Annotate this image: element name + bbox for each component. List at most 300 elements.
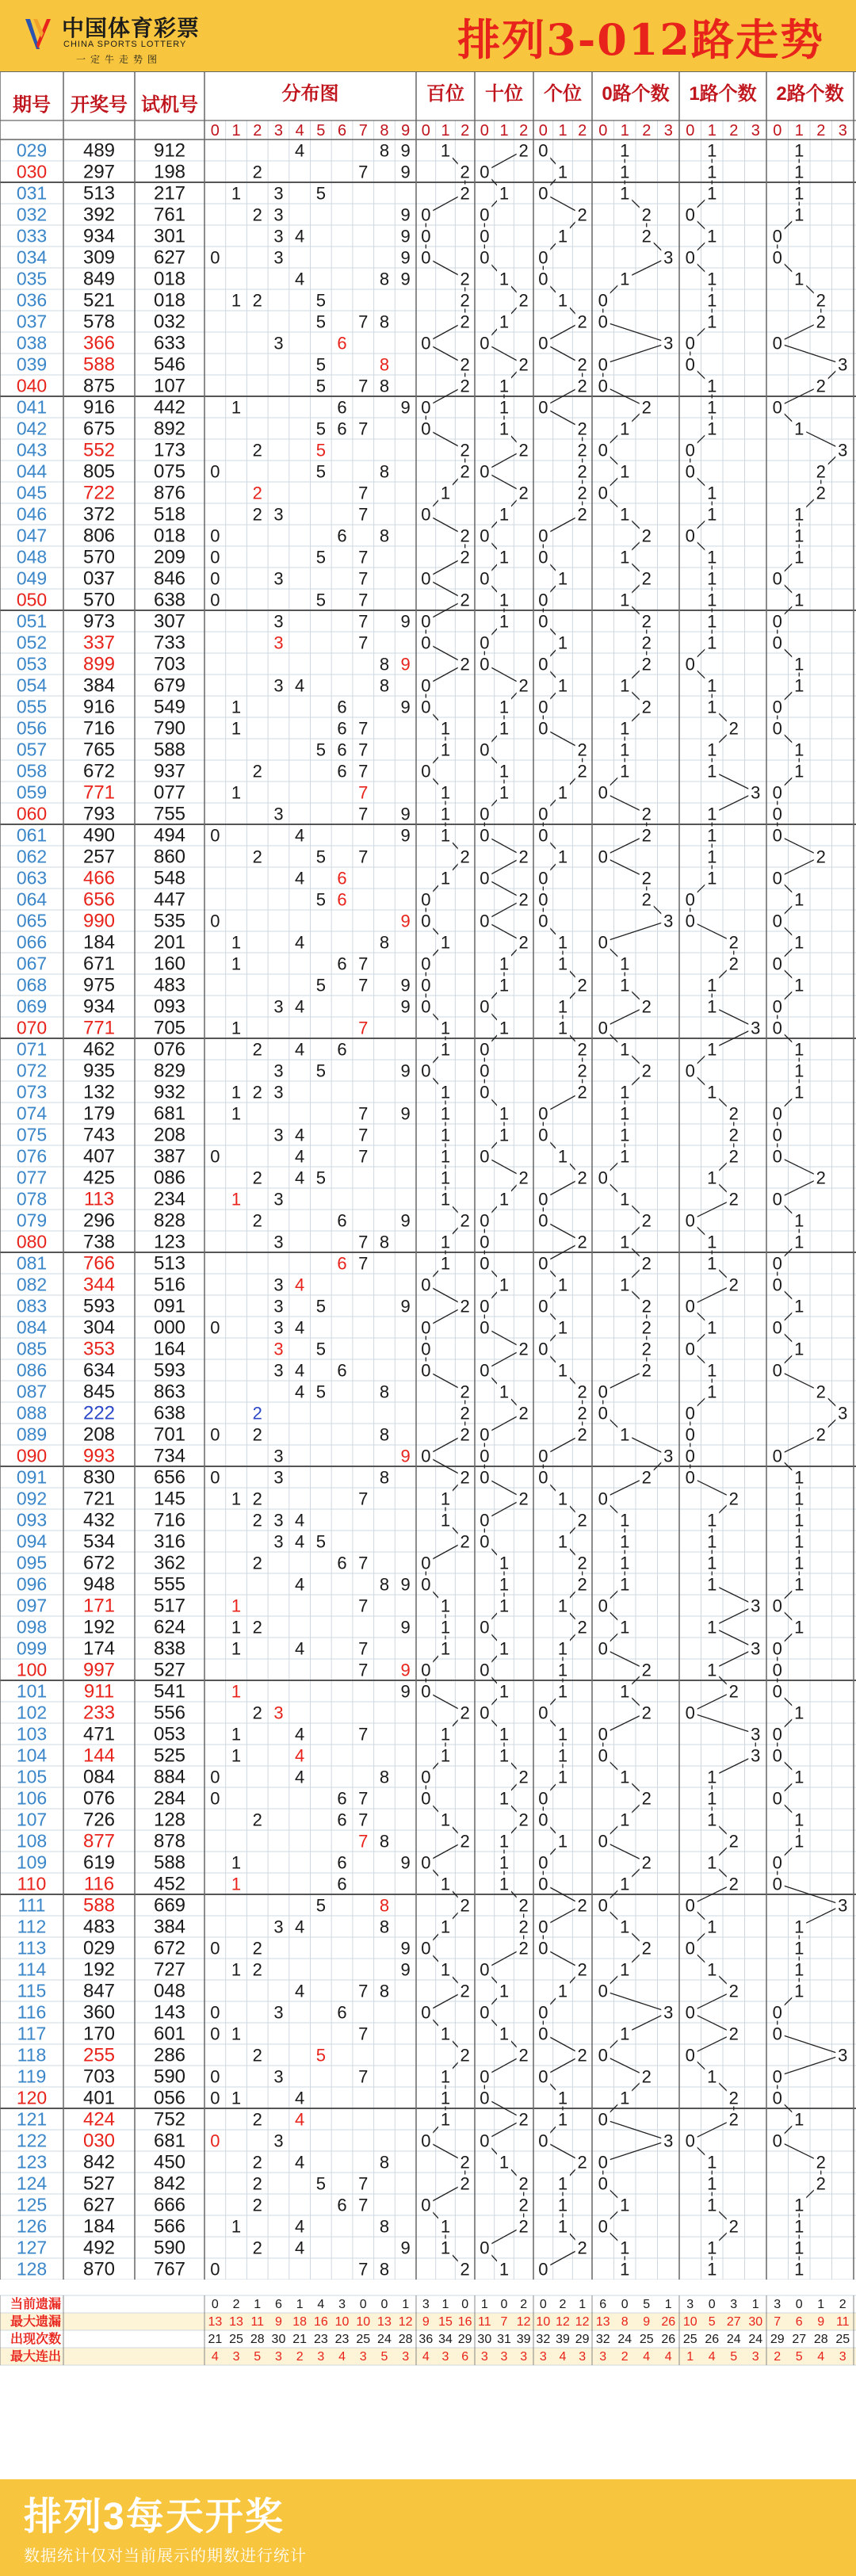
dist-mark: 6 [337,1210,347,1231]
dist-mark: 4 [295,269,305,289]
period-cell: 037 [16,311,48,332]
route-mark: 0 [480,740,490,760]
route-mark: 0 [480,1446,490,1466]
stat-value: 3 [520,2350,528,2364]
period-cell: 035 [16,268,48,289]
route-mark: 2 [460,1981,470,2001]
draw-number-cell: 208 [82,1424,116,1446]
route-mark: 0 [421,226,431,247]
route-mark: 1 [557,2195,568,2215]
stat-label: 最大连出 [10,2350,62,2364]
count-mark: 0 [772,2024,782,2044]
dist-mark: 2 [252,2173,262,2194]
period-cell: 070 [16,1017,48,1038]
dist-mark: 4 [295,1125,305,1145]
dist-mark: 7 [358,1018,369,1038]
draw-number-cell: 847 [82,1980,116,2002]
route-mark: 0 [538,2066,548,2087]
draw-number-cell: 424 [82,2108,116,2131]
draw-number-cell: 076 [82,1787,116,1810]
route-mark: 1 [557,568,568,589]
dist-digit-header: 2 [253,122,262,140]
period-cell: 053 [16,653,48,675]
dist-mark: 3 [273,1339,284,1359]
route-mark: 0 [480,1317,490,1338]
dist-mark: 2 [252,2238,262,2258]
dist-mark: 0 [210,2024,220,2044]
count-mark: 0 [685,1703,695,1723]
stat-value: 10 [356,2315,371,2329]
stat-value: 10 [682,2315,697,2329]
route-mark: 1 [499,1788,510,1809]
stat-value: 24 [617,2333,632,2346]
count-mark: 1 [620,2259,630,2280]
route-mark: 1 [499,1852,510,1873]
route-mark: 1 [557,1724,568,1745]
count-mark: 2 [728,1275,739,1295]
route-mark: 1 [557,847,568,867]
count-mark: 2 [641,697,652,717]
route-mark: 2 [518,1895,529,1916]
count-mark: 1 [794,2238,804,2258]
route-mark: 1 [499,547,510,568]
count-mark: 2 [728,2088,739,2108]
count-mark: 1 [794,2259,804,2280]
dist-mark: 2 [252,2195,262,2215]
period-cell: 105 [16,1766,48,1787]
trial-number-cell: 447 [153,889,186,911]
stat-value: 21 [292,2333,308,2346]
dist-mark: 0 [210,1146,220,1167]
brand-subtitle: 一定牛走势图 [76,54,162,65]
count-mark: 0 [772,1360,782,1381]
stat-value: 3 [500,2350,508,2364]
dist-mark: 7 [358,1103,369,1124]
draw-number-cell: 935 [82,1060,116,1082]
dist-mark: 2 [252,204,262,225]
dist-mark: 4 [295,1724,305,1745]
route-mark: 1 [440,1253,451,1274]
route-mark: 1 [440,1146,451,1167]
stat-value: 5 [795,2350,803,2364]
route-mark: 0 [538,2131,548,2151]
count-mark: 1 [620,1917,630,1937]
trial-number-cell: 716 [153,1509,186,1531]
stat-value: 25 [835,2333,850,2346]
route-mark: 0 [480,2088,490,2108]
count-mark: 1 [707,1574,717,1595]
dist-mark: 6 [337,1788,347,1809]
route-mark: 0 [538,1296,548,1317]
dist-mark: 7 [358,590,369,610]
count-mark: 1 [707,1531,717,1552]
route-mark: 2 [518,1917,529,1937]
stat-value: 18 [292,2315,308,2329]
count-mark: 3 [663,247,674,268]
trial-number-cell: 387 [153,1145,186,1168]
period-cell: 084 [16,1317,48,1338]
count-mark: 2 [641,804,652,824]
dist-mark: 0 [210,2066,220,2087]
period-cell: 101 [16,1680,48,1702]
period-cell: 060 [16,803,48,824]
count-mark: 0 [598,483,608,503]
col-header-route2: 2路个数 [776,83,844,105]
stat-value: 3 [480,2350,488,2364]
dist-digit-header: 9 [401,122,411,140]
route-mark: 1 [440,1638,451,1659]
count-mark: 2 [641,1339,652,1359]
count-mark: 1 [707,697,717,717]
dist-mark: 8 [379,269,390,289]
count-mark: 1 [707,1317,717,1338]
count-mark: 2 [728,1146,739,1167]
route-mark: 1 [499,1681,510,1702]
trial-number-cell: 681 [153,1103,186,1125]
route-mark: 0 [538,1852,548,1873]
route-mark: 1 [499,1189,510,1210]
route-mark: 0 [538,590,548,610]
dist-digit-header: 0 [210,122,220,140]
route-mark: 1 [499,183,510,204]
count-mark: 3 [838,440,848,461]
route-mark: 1 [499,311,510,332]
route-mark: 2 [577,504,587,525]
route-mark: 2 [577,461,587,482]
stat-value: 4 [559,2350,567,2364]
dist-mark: 8 [379,1232,390,1252]
trial-number-cell: 077 [153,782,186,804]
dist-mark: 9 [400,2238,411,2258]
count-mark: 0 [685,1895,695,1916]
stat-value: 30 [477,2333,492,2346]
route-mark: 2 [518,290,529,311]
draw-number-cell: 934 [82,225,116,247]
stat-value: 27 [726,2315,741,2329]
period-cell: 127 [16,2237,48,2258]
stat-value: 30 [748,2315,763,2329]
dist-mark: 9 [400,1210,411,1231]
dist-mark: 7 [358,611,369,632]
route-mark: 0 [421,1788,431,1809]
route-mark: 2 [460,2259,470,2280]
draw-number-cell: 372 [82,503,116,526]
dist-mark: 7 [358,2259,369,2280]
dist-mark: 3 [273,1703,284,1723]
route-mark: 0 [538,1253,548,1274]
count-mark: 1 [707,1767,717,1787]
draw-number-cell: 184 [82,931,116,954]
route-mark: 1 [440,2109,451,2130]
draw-number-cell: 401 [82,2087,116,2109]
count-mark: 0 [772,954,782,974]
stat-value: 24 [726,2333,741,2346]
stat-value: 25 [229,2333,243,2346]
count-mark: 0 [772,868,782,889]
route-mark: 2 [518,2173,529,2194]
dist-mark: 9 [400,654,411,675]
route-mark: 1 [557,2109,568,2130]
draw-number-cell: 570 [82,546,116,568]
period-cell: 086 [16,1359,48,1381]
route-mark: 0 [421,397,431,418]
route-mark: 0 [421,1553,431,1573]
dist-mark: 4 [295,140,305,161]
stat-value: 3 [441,2350,449,2364]
dist-mark: 9 [400,611,411,632]
count-mark: 2 [816,376,826,396]
dist-mark: 4 [295,868,305,889]
dist-mark: 7 [358,1146,369,1167]
dist-mark: 0 [210,911,220,931]
dist-mark: 4 [295,2109,305,2130]
draw-number-cell: 634 [82,1359,116,1382]
trial-number-cell: 681 [153,2130,186,2152]
route-mark: 1 [557,996,568,1017]
dist-mark: 2 [252,504,262,525]
dist-mark: 1 [231,2024,242,2044]
route-mark: 1 [557,954,568,974]
period-cell: 043 [16,439,48,461]
count-mark: 1 [707,140,717,161]
period-cell: 080 [16,1231,48,1252]
period-cell: 117 [17,2023,47,2044]
count-mark: 0 [598,847,608,867]
dist-mark: 0 [210,590,220,610]
count-mark: 0 [772,2002,782,2023]
trend-chart [0,71,856,2479]
dist-mark: 4 [295,1382,305,1402]
count-mark: 3 [838,2045,848,2066]
route-mark: 2 [460,1210,470,1231]
dist-mark: 5 [315,354,326,375]
count-digit-header: 1 [794,122,804,140]
route-mark: 1 [499,269,510,289]
route-mark: 1 [440,1125,451,1145]
draw-number-cell: 360 [82,2001,116,2024]
count-mark: 1 [794,183,804,204]
route-mark: 1 [499,419,510,439]
stat-value: 26 [661,2333,676,2346]
dist-mark: 5 [315,440,326,461]
draw-number-cell: 911 [83,1680,115,1703]
route-mark: 0 [538,1125,548,1145]
count-mark: 3 [663,333,674,354]
stat-value: 39 [556,2333,570,2346]
dist-mark: 5 [315,740,326,760]
period-cell: 103 [16,1723,48,1745]
stat-value: 9 [422,2315,430,2329]
route-mark: 1 [557,782,568,803]
dist-mark: 6 [337,740,347,760]
stat-value: 28 [398,2333,413,2346]
route-mark: 2 [460,376,470,396]
route-mark: 0 [421,889,431,910]
route-mark: 1 [499,2152,510,2173]
route-mark: 0 [480,804,490,824]
count-mark: 1 [620,1275,630,1295]
route-mark: 2 [460,547,470,568]
dist-mark: 0 [210,2259,220,2280]
count-mark: 0 [598,376,608,396]
route-mark: 2 [460,654,470,675]
trial-number-cell: 173 [153,439,186,461]
count-mark: 2 [728,932,739,953]
trial-number-cell: 669 [153,1894,186,1917]
dist-mark: 4 [295,1168,305,1188]
route-mark: 1 [557,1660,568,1680]
route-mark: 2 [460,162,470,182]
draw-number-cell: 588 [82,1894,116,1917]
count-mark: 0 [772,1638,782,1659]
period-cell: 092 [16,1488,48,1509]
route-mark: 2 [460,2152,470,2173]
count-mark: 0 [772,247,782,268]
stat-value: 3 [274,2350,282,2364]
dist-mark: 5 [315,1296,326,1317]
count-mark: 0 [598,1895,608,1916]
period-cell: 108 [16,1830,48,1852]
route-mark: 0 [421,568,431,589]
dist-mark: 7 [358,376,369,396]
stat-value: 16 [313,2315,328,2329]
stat-value: 1 [296,2298,304,2311]
route-mark: 0 [538,1467,548,1488]
col-header-period: 期号 [13,94,51,116]
period-cell: 066 [16,931,48,953]
count-mark: 1 [794,1959,804,1980]
dist-mark: 4 [295,2088,305,2108]
count-mark: 0 [685,889,695,910]
count-mark: 1 [794,1617,804,1638]
period-cell: 054 [16,675,48,696]
stat-value: 2 [559,2298,567,2311]
draw-number-cell: 344 [82,1274,116,1296]
count-mark: 1 [707,1810,717,1830]
route-mark: 2 [577,354,587,375]
count-mark: 1 [620,1146,630,1167]
footer-headline: 排列3每天开奖 [24,2496,285,2538]
trial-number-cell: 123 [153,1231,186,1253]
dist-mark: 4 [295,2216,305,2237]
count-mark: 0 [772,333,782,354]
route-mark: 0 [421,1061,431,1081]
dist-mark: 7 [358,311,369,332]
count-mark: 3 [663,2002,674,2023]
count-mark: 1 [794,1232,804,1252]
period-cell: 072 [16,1060,48,1081]
route-digit-header: 2 [519,122,529,140]
dist-mark: 7 [358,740,369,760]
count-mark: 0 [772,1103,782,1124]
period-cell: 122 [16,2130,48,2151]
period-cell: 049 [16,568,48,589]
dist-mark: 4 [295,1638,305,1659]
route-mark: 0 [421,333,431,354]
stat-value: 1 [751,2298,759,2311]
route-mark: 2 [460,1424,470,1445]
period-cell: 104 [16,1745,48,1766]
count-mark: 1 [707,804,717,824]
dist-mark: 5 [315,1339,326,1359]
count-mark: 1 [794,654,804,675]
dist-mark: 8 [379,461,390,482]
draw-number-cell: 233 [82,1702,116,1724]
trial-number-cell: 829 [153,1060,186,1082]
draw-number-cell: 703 [82,2066,116,2088]
stat-value: 1 [254,2298,262,2311]
count-mark: 2 [641,204,652,225]
draw-number-cell: 990 [82,910,116,932]
draw-number-cell: 490 [82,824,116,847]
dist-mark: 9 [400,269,411,289]
trial-number-cell: 053 [153,1723,186,1745]
route-mark: 1 [440,825,451,846]
route-mark: 0 [421,1767,431,1787]
stat-value: 3 [539,2350,547,2364]
dist-mark: 7 [358,1660,369,1680]
count-mark: 1 [794,1810,804,1830]
route-mark: 1 [557,1745,568,1766]
dist-mark: 6 [337,1039,347,1060]
dist-mark: 9 [400,140,411,161]
route-mark: 1 [440,1874,451,1894]
count-mark: 0 [685,1467,695,1488]
trial-number-cell: 198 [153,161,186,183]
count-mark: 0 [772,568,782,589]
dist-mark: 8 [379,2152,390,2173]
count-digit-header: 2 [729,122,739,140]
dist-mark: 0 [210,1788,220,1809]
route-mark: 2 [460,1895,470,1916]
count-mark: 0 [772,633,782,653]
draw-number-cell: 875 [82,375,116,397]
route-mark: 1 [557,1596,568,1616]
period-cell: 051 [16,610,48,632]
route-mark: 0 [421,1660,431,1680]
route-mark: 2 [577,1959,587,1980]
route-mark: 1 [440,1617,451,1638]
draw-number-cell: 672 [82,760,116,782]
dist-mark: 9 [400,1574,411,1595]
dist-mark: 7 [358,1125,369,1145]
count-mark: 1 [794,675,804,696]
count-mark: 0 [772,996,782,1017]
draw-number-cell: 392 [82,204,116,226]
route-mark: 0 [421,611,431,632]
stat-value: 6 [795,2315,803,2329]
route-mark: 2 [518,1168,529,1188]
route-mark: 1 [499,697,510,717]
count-mark: 2 [728,1189,739,1210]
dist-mark: 5 [315,376,326,396]
draw-number-cell: 738 [82,1231,116,1253]
route-mark: 0 [480,1660,490,1680]
dist-mark: 1 [231,183,242,204]
route-mark: 1 [499,761,510,782]
count-mark: 0 [598,2045,608,2066]
dist-mark: 3 [273,1082,284,1103]
trial-number-cell: 516 [153,1274,186,1296]
trial-number-cell: 863 [153,1381,186,1403]
count-digit-header: 2 [642,122,652,140]
draw-number-cell: 527 [82,2173,116,2195]
route-mark: 2 [460,2173,470,2194]
route-mark: 2 [577,1382,587,1402]
trial-number-cell: 588 [153,1852,186,1874]
stat-value: 7 [774,2315,781,2329]
stat-value: 24 [748,2333,763,2346]
